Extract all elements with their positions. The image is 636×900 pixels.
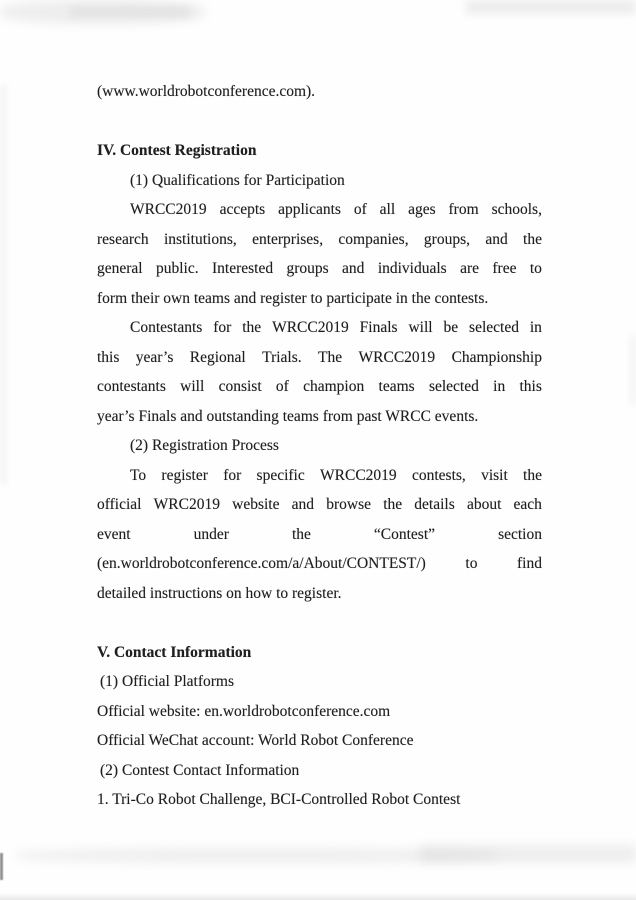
scan-edge-mark bbox=[0, 853, 3, 880]
scan-smudge-artifact bbox=[0, 0, 205, 24]
scan-smudge-artifact bbox=[0, 85, 7, 485]
paragraph-line: contestants will consist of champion teams selected in this bbox=[97, 378, 542, 395]
paragraph-line: research institutions, enterprises, companies, groups, and the bbox=[97, 230, 542, 248]
page-content bbox=[97, 77, 542, 815]
paragraph-line: form their own teams and register to participate in the contests. bbox=[97, 289, 489, 307]
scan-smudge-artifact bbox=[630, 335, 636, 405]
paragraph-line: detailed instructions on how to register. bbox=[97, 584, 342, 602]
paragraph-line: WRCC2019 accepts applicants of all ages from schools, bbox=[130, 201, 542, 218]
subsection-label: (1) Official Platforms bbox=[100, 673, 235, 690]
paragraph-line: event under the “Contest” section bbox=[97, 525, 542, 543]
official-website-line: Official website: en.worldrobotconference.com bbox=[97, 702, 391, 720]
paragraph-line: year’s Finals and outstanding teams from past WRCC events. bbox=[97, 407, 479, 425]
url-text: (en.worldrobotconference.com/a/About/CONTEST/) to find bbox=[97, 555, 542, 572]
paragraph-line: official WRC2019 website and browse the details about each bbox=[97, 496, 542, 513]
scan-smudge-artifact bbox=[15, 848, 500, 863]
contest-contact-line: 1. Tri-Co Robot Challenge, BCI-Controlled Robot Contest bbox=[97, 791, 461, 808]
subsection-label: (2) Registration Process bbox=[130, 437, 279, 454]
subsection-label: (2) Contest Contact Information bbox=[100, 761, 300, 779]
section-heading-v: V. Contact Information bbox=[97, 643, 252, 661]
paragraph-line: Contestants for the WRCC2019 Finals will be selected in bbox=[130, 319, 542, 336]
scan-smudge-artifact bbox=[420, 845, 636, 863]
section-heading-iv: IV. Contest Registration bbox=[97, 142, 257, 159]
url-text: (www.worldrobotconference.com). bbox=[97, 83, 316, 100]
subsection-label: (1) Qualifications for Participation bbox=[130, 171, 345, 189]
scan-smudge-artifact bbox=[70, 6, 190, 18]
paragraph-line: general public. Interested groups and individuals are free to bbox=[97, 260, 542, 277]
wechat-account-line: Official WeChat account: World Robot Conference bbox=[97, 732, 414, 749]
paragraph-line: this year’s Regional Trials. The WRCC2019 Championship bbox=[97, 348, 542, 366]
paragraph-line: To register for specific WRCC2019 contests, visit the bbox=[130, 466, 542, 484]
scan-smudge-artifact bbox=[466, 0, 636, 14]
scan-edge-shadow bbox=[0, 893, 636, 900]
